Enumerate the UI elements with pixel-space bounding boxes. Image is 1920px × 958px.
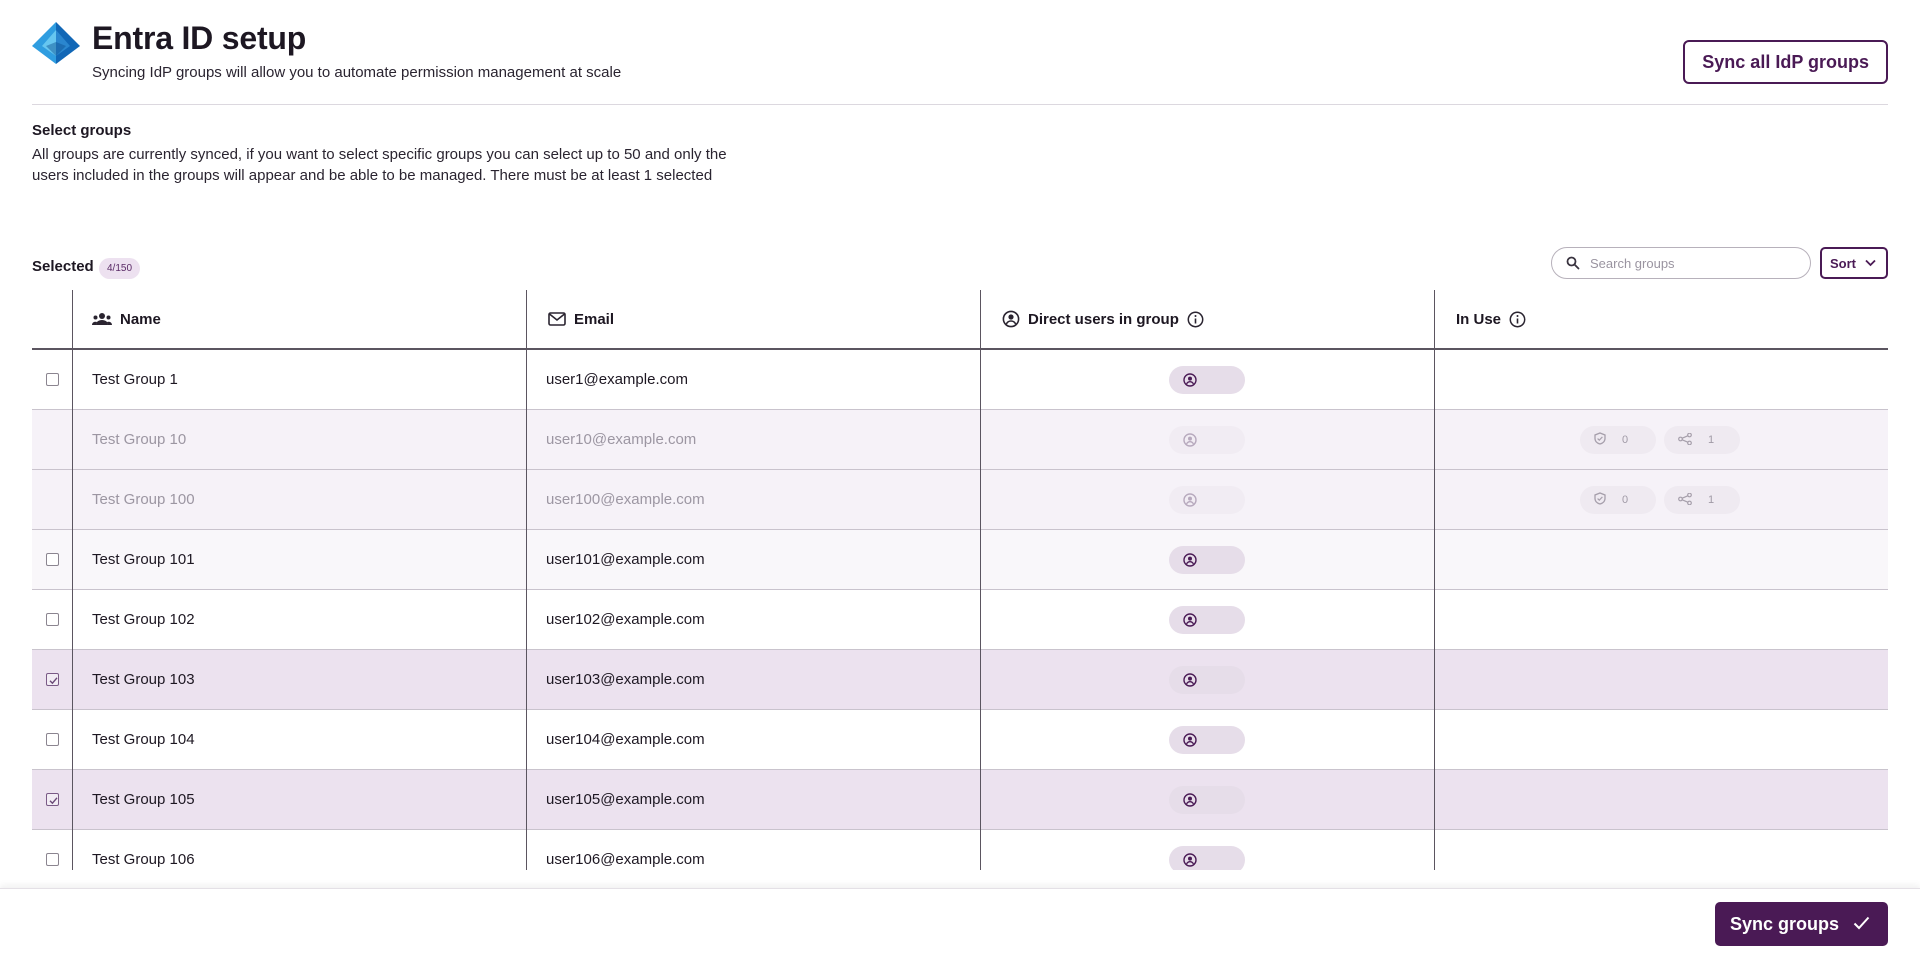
group-name: Test Group 104: [92, 731, 195, 748]
group-email: user101@example.com: [546, 551, 705, 568]
group-name: Test Group 101: [92, 551, 195, 568]
user-circle-icon: [1183, 433, 1197, 452]
column-in-use-label: In Use: [1456, 310, 1502, 328]
group-email: user1@example.com: [546, 371, 688, 388]
share-nodes-icon: [1664, 433, 1708, 448]
column-header-direct-users[interactable]: [1002, 290, 1204, 348]
connections-in-use-pill: [1664, 486, 1740, 514]
row-checkbox[interactable]: [46, 613, 59, 626]
group-email: user103@example.com: [546, 671, 705, 688]
column-divider: [526, 290, 527, 870]
info-icon[interactable]: [1509, 311, 1526, 328]
direct-users-pill[interactable]: [1169, 366, 1245, 394]
policies-in-use-pill: [1580, 426, 1656, 454]
table-row[interactable]: [32, 650, 1888, 710]
direct-users-pill[interactable]: [1169, 846, 1245, 870]
search-groups-box[interactable]: [1551, 247, 1811, 279]
group-email: user10@example.com: [546, 431, 697, 448]
checkmark-icon: [1853, 916, 1870, 930]
info-icon[interactable]: [1187, 311, 1204, 328]
sync-all-idp-groups-button[interactable]: Sync all IdP groups: [1683, 40, 1888, 84]
user-circle-icon: [1183, 613, 1197, 632]
group-name: Test Group 106: [92, 851, 195, 868]
column-divider: [1434, 290, 1435, 870]
group-email: user105@example.com: [546, 791, 705, 808]
group-email: user102@example.com: [546, 611, 705, 628]
policies-count: 0: [1622, 434, 1629, 446]
table-row: [32, 410, 1888, 470]
chevron-down-icon: [1865, 259, 1876, 267]
search-groups-input[interactable]: [1590, 248, 1800, 278]
group-name: Test Group 1: [92, 371, 178, 388]
direct-users-pill[interactable]: [1169, 426, 1245, 454]
page-title: Entra ID setup: [92, 20, 307, 56]
user-circle-icon: [1183, 553, 1197, 572]
selected-count-badge: 4/150: [99, 258, 140, 279]
page-subtitle: Syncing IdP groups will allow you to automate permission management at scale: [92, 64, 622, 81]
user-circle-icon: [1183, 673, 1197, 692]
group-name: Test Group 100: [92, 491, 195, 508]
user-circle-icon: [1183, 733, 1197, 752]
row-checkbox[interactable]: [46, 373, 59, 386]
connections-count: 1: [1708, 494, 1715, 506]
group-name: Test Group 105: [92, 791, 195, 808]
footer-bar: [0, 888, 1920, 958]
column-email-label: Email: [574, 310, 615, 328]
table-row[interactable]: [32, 350, 1888, 410]
sync-groups-button[interactable]: [1715, 902, 1888, 946]
page-header: [32, 20, 1888, 105]
column-header-name[interactable]: [92, 290, 161, 348]
sort-button[interactable]: [1820, 247, 1888, 279]
users-group-icon: [92, 312, 112, 326]
table-row: [32, 470, 1888, 530]
select-groups-description: All groups are currently synced, if you want to select specific groups you can select up to 50 and only the users included in the groups will appear and be able to be managed. There must be at least 1 selected: [32, 146, 727, 184]
group-email: user106@example.com: [546, 851, 705, 868]
direct-users-pill[interactable]: [1169, 546, 1245, 574]
group-name: Test Group 10: [92, 431, 187, 448]
direct-users-pill[interactable]: [1169, 666, 1245, 694]
table-row[interactable]: [32, 770, 1888, 830]
group-email: user100@example.com: [546, 491, 705, 508]
table-row[interactable]: [32, 830, 1888, 870]
column-header-email[interactable]: [548, 290, 614, 348]
share-nodes-icon: [1664, 493, 1708, 508]
group-name: Test Group 103: [92, 671, 195, 688]
column-header-in-use[interactable]: [1456, 290, 1526, 348]
row-checkbox[interactable]: [46, 553, 59, 566]
row-checkbox[interactable]: [46, 673, 59, 686]
group-email: user104@example.com: [546, 731, 705, 748]
row-checkbox[interactable]: [46, 733, 59, 746]
entra-logo-icon: [32, 22, 80, 64]
group-name: Test Group 102: [92, 611, 195, 628]
policies-count: 0: [1622, 494, 1629, 506]
user-circle-icon: [1183, 373, 1197, 392]
column-divider: [72, 290, 73, 870]
user-circle-icon: [1183, 493, 1197, 512]
policies-in-use-pill: [1580, 486, 1656, 514]
user-circle-icon: [1183, 793, 1197, 812]
direct-users-pill[interactable]: [1169, 786, 1245, 814]
user-circle-icon: [1002, 310, 1020, 328]
column-name-label: Name: [120, 310, 161, 328]
row-checkbox[interactable]: [46, 853, 59, 866]
table-row[interactable]: [32, 710, 1888, 770]
sync-groups-label: Sync groups: [1730, 913, 1840, 934]
table-row[interactable]: [32, 530, 1888, 590]
groups-table: [32, 290, 1888, 870]
row-checkbox[interactable]: [46, 793, 59, 806]
column-divider: [980, 290, 981, 870]
connections-count: 1: [1708, 434, 1715, 446]
connections-in-use-pill: [1664, 426, 1740, 454]
search-icon: [1566, 256, 1580, 270]
select-groups-heading: Select groups: [32, 122, 132, 139]
sort-label: Sort: [1830, 255, 1856, 271]
selected-label: Selected: [32, 258, 94, 275]
direct-users-pill[interactable]: [1169, 606, 1245, 634]
user-circle-icon: [1183, 853, 1197, 870]
direct-users-pill[interactable]: [1169, 726, 1245, 754]
table-header: [32, 290, 1888, 350]
column-direct-users-label: Direct users in group: [1028, 310, 1179, 328]
table-row[interactable]: [32, 590, 1888, 650]
envelope-icon: [548, 312, 566, 326]
shield-check-icon: [1580, 432, 1622, 448]
shield-check-icon: [1580, 492, 1622, 508]
direct-users-pill[interactable]: [1169, 486, 1245, 514]
